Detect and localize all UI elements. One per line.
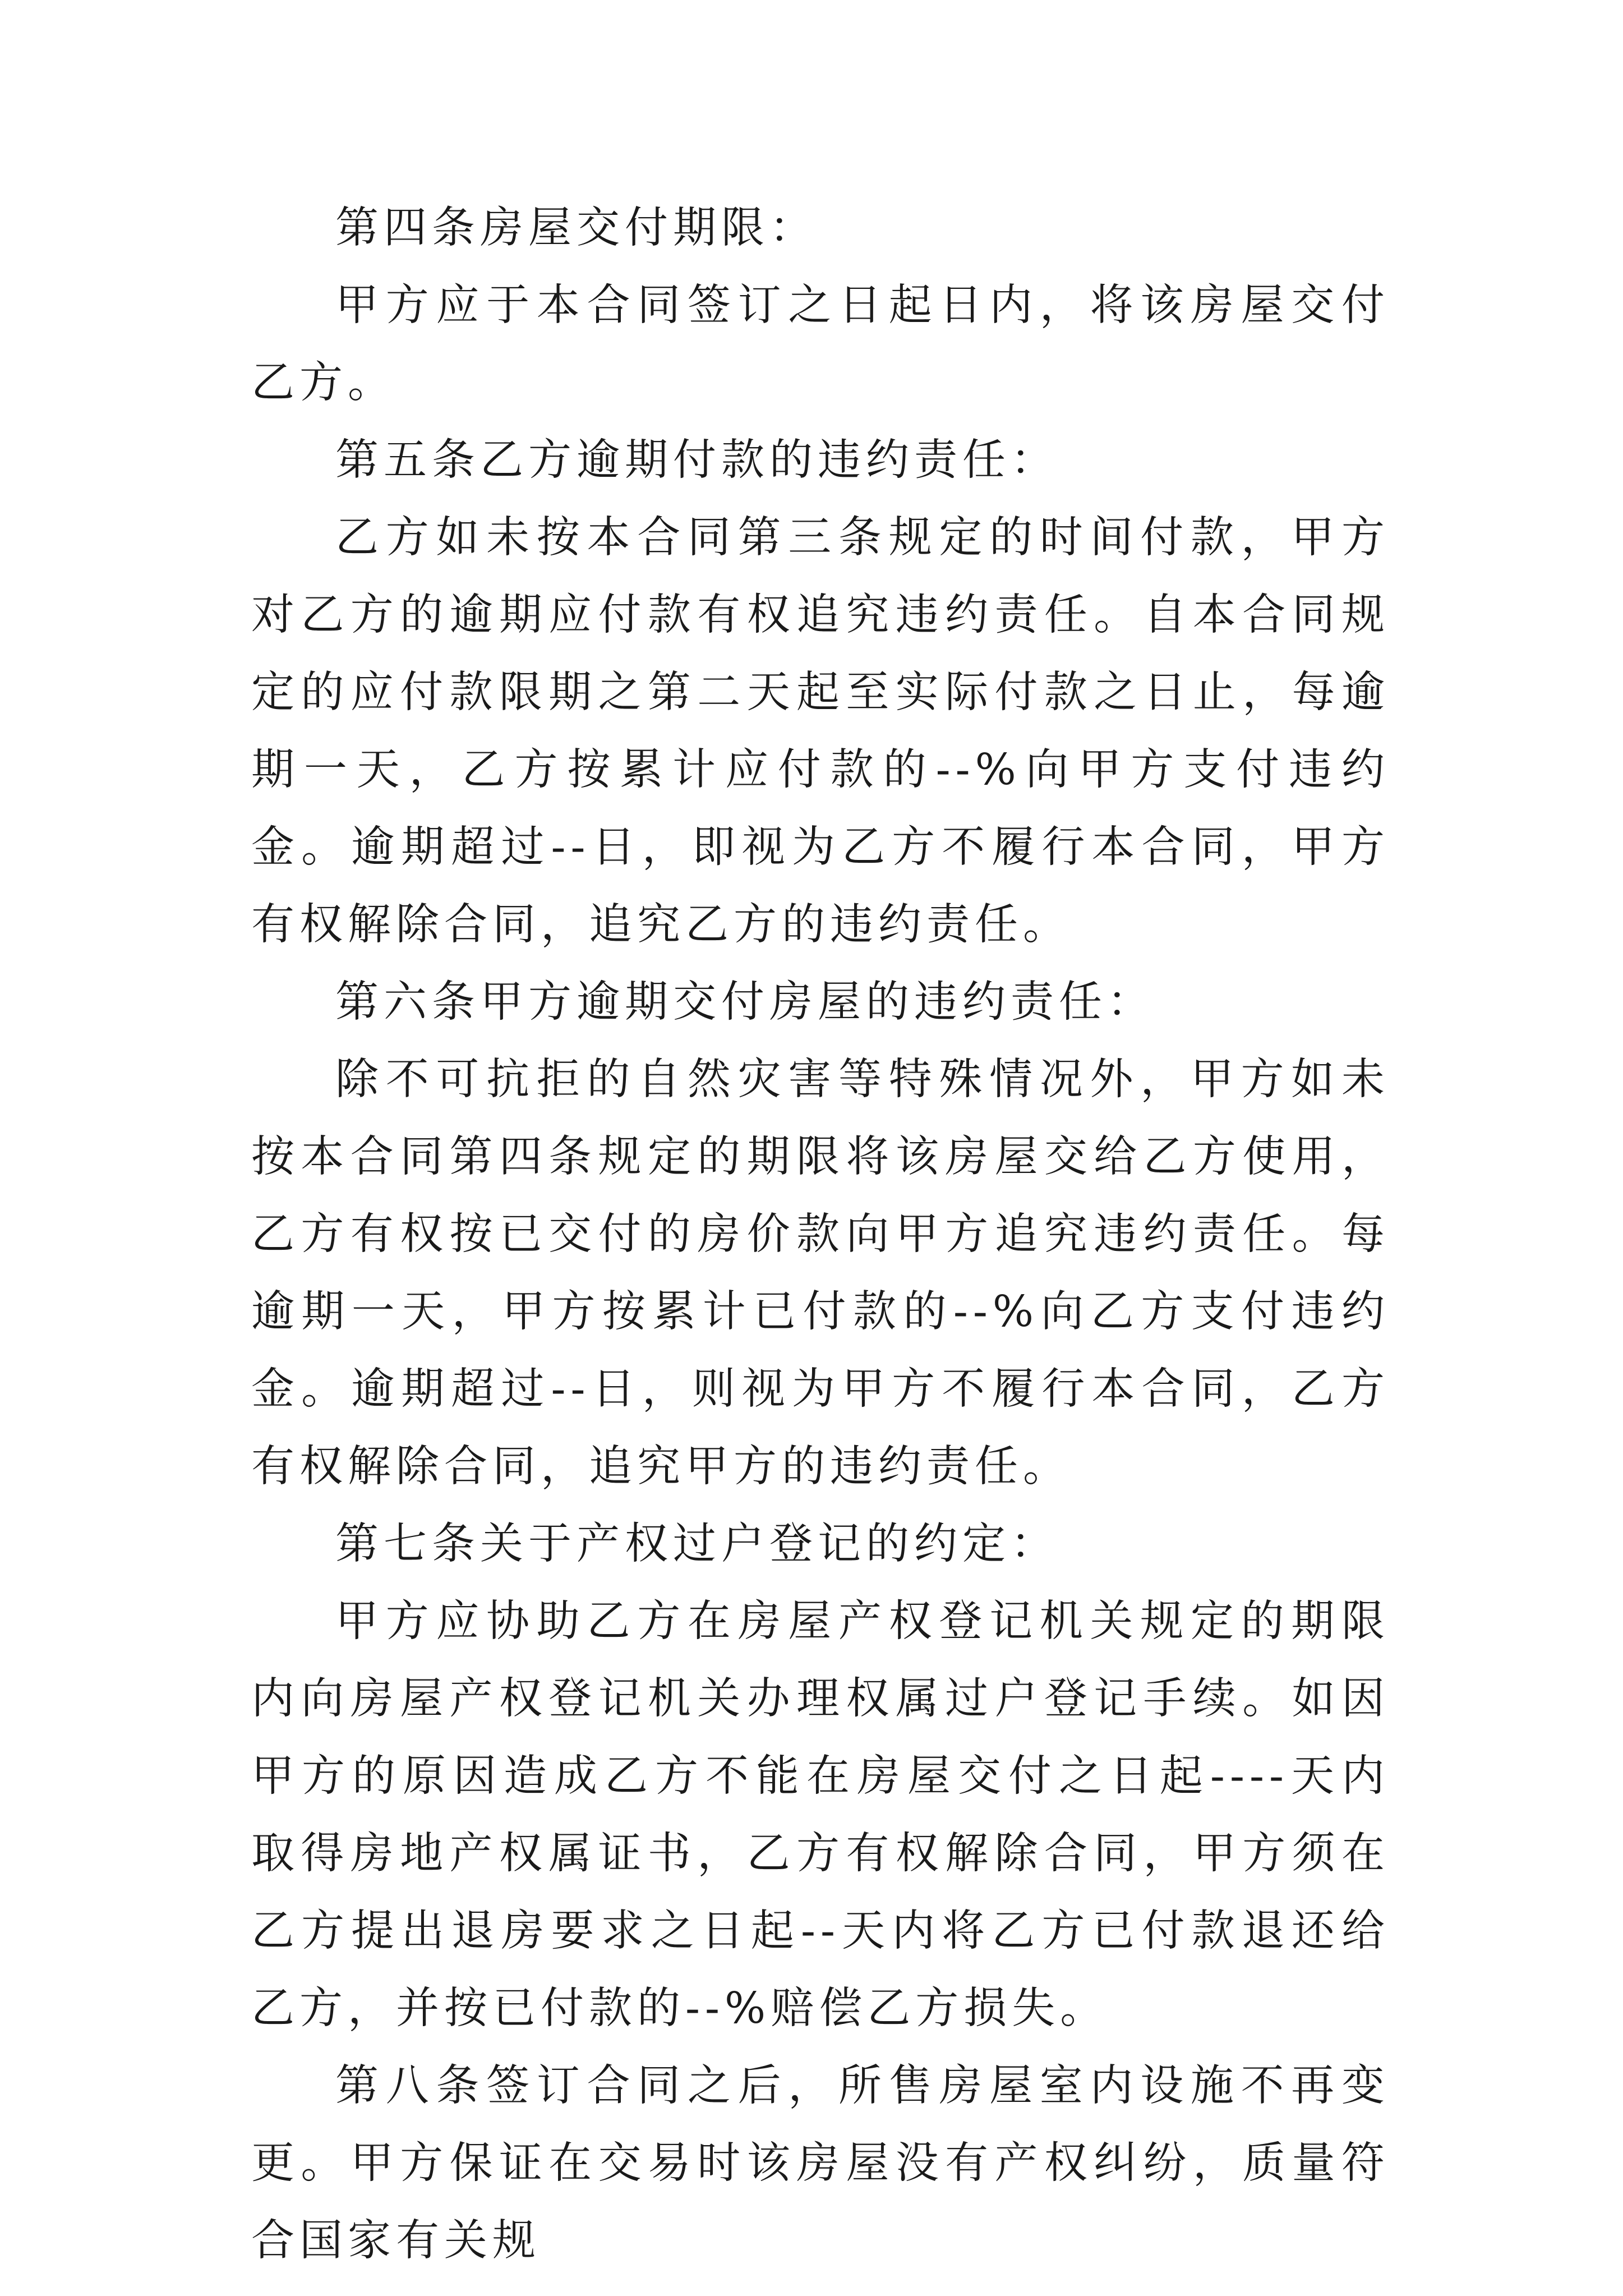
article-4-body: 甲方应于本合同签订之日起日内，将该房屋交付乙方。 xyxy=(251,280,1390,408)
document-body xyxy=(251,190,1390,2280)
article-6-body: 除不可抗拒的自然灾害等特殊情况外，甲方如未按本合同第四条规定的期限将该房屋交给乙方使用，乙方有权按已交付的房价款向甲方追究违约责任。每逾期一天，甲方按累计已付款的--%向乙方支付违约金。逾期超过--日，则视为甲方不履行本合同，乙方有权解除合同，追究甲方的违约责任。 xyxy=(251,1055,1390,1492)
article-4-heading: 第四条房屋交付期限： xyxy=(335,203,818,253)
article-6-heading: 第六条甲方逾期交付房屋的违约责任： xyxy=(335,977,1155,1027)
article-7-heading: 第七条关于产权过户登记的约定： xyxy=(335,1519,1059,1569)
article-5-body: 乙方如未按本合同第三条规定的时间付款，甲方对乙方的逾期应付款有权追究违约责任。自本合同规定的应付款限期之第二天起至实际付款之日止，每逾期一天，乙方按累计应付款的--%向甲方支付违约金。逾期超过--日，即视为乙方不履行本合同，甲方有权解除合同，追究乙方的违约责任。 xyxy=(251,513,1390,950)
article-8-body: 第八条签订合同之后，所售房屋室内设施不再变更。甲方保证在交易时该房屋没有产权纠纷，质量符合国家有关规 xyxy=(251,2061,1390,2266)
article-7-body: 甲方应协助乙方在房屋产权登记机关规定的期限内向房屋产权登记机关办理权属过户登记手续。如因甲方的原因造成乙方不能在房屋交付之日起----天内取得房地产权属证书，乙方有权解除合同，甲方须在乙方提出退房要求之日起--天内将乙方已付款退还给乙方，并按已付款的--%赔偿乙方损失。 xyxy=(251,1596,1390,2033)
article-5-heading: 第五条乙方逾期付款的违约责任： xyxy=(335,435,1059,485)
